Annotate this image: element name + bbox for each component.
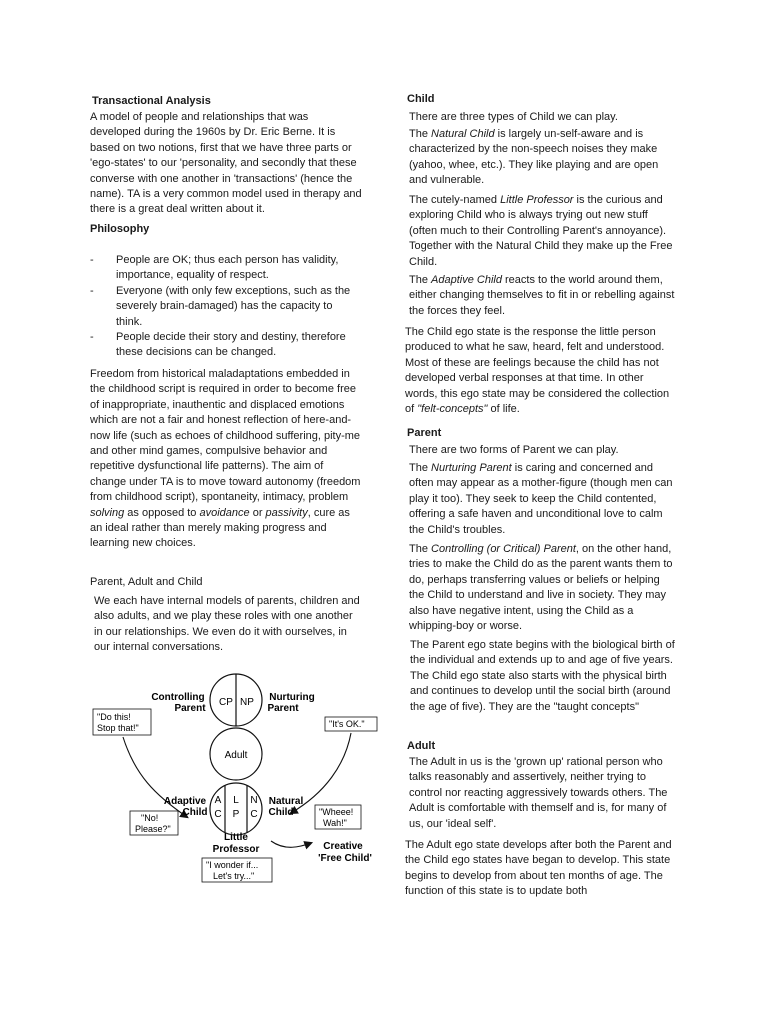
freedom-paragraph: Freedom from historical maladaptations embedded in the childhood script is required in order to become free of inappropriate, inauthentic and displaced emotions which are not a fair and honest reflection of here-and-now life (such as echoes of childhood suffering, pity-me and other mind games, compulsive behavior and repetitive dysfunctional life patterns). The aim of change under TA is to move toward autonomy (freedom from childhood script), spontaneity, intimacy, problem solving as opposed to avoidance or passivity, cure as an ideal rather than merely making progress and learning new choices. bbox=[90, 368, 361, 550]
adult-heading: Adult bbox=[407, 740, 436, 752]
svg-text:"Wheee!Wah!": "Wheee! Wah!" bbox=[319, 807, 354, 828]
creative-free-child-label: Creative 'Free Child' bbox=[318, 841, 372, 864]
list-item: - People decide their story and destiny, therefore these decisions can be changed. bbox=[90, 330, 360, 361]
controlling-parent-label: Controlling Parent bbox=[151, 692, 206, 714]
cp-label: CP bbox=[219, 697, 233, 708]
child-ego-paragraph: The Child ego state is the response the little person produced to what he saw, heard, felt and understood. Most of these are feelings because the child has not developed verbal responses at that time. In other words, this ego state may be considered the collection of "felt-concepts" of life. bbox=[405, 326, 670, 416]
pac-paragraph: We each have internal models of parents, children and also adults, and we play these roles with one another in our relationships. We even do it with ourselves, in our internal conversations. bbox=[94, 595, 360, 654]
document-title: Transactional Analysis bbox=[92, 95, 211, 107]
nurturing-parent-paragraph: The Nurturing Parent is caring and concerned and often may appear as a mother-figure (though men can play it too). They seek to keep the Child contented, offering a safe haven and unconditional love to calm the Child's troubles. bbox=[409, 462, 673, 536]
ego-state-diagram bbox=[75, 665, 385, 895]
svg-text:"I wonder if...Let's try...": "I wonder if... Let's try..." bbox=[206, 860, 259, 881]
np-label: NP bbox=[240, 697, 254, 708]
little-professor-label: Little Professor bbox=[212, 832, 260, 855]
natural-child-paragraph: The Natural Child is largely un-self-aware and is characterized by the non-speech noises they make (yahoo, whee, etc.). They like playing and are open and vulnerable. bbox=[409, 128, 659, 187]
adaptive-child-label: Adaptive Child bbox=[163, 796, 208, 818]
natural-child-label: Natural Child bbox=[268, 796, 304, 818]
list-item: - Everyone (with only few exceptions, such as the severely brain-damaged) has the capacity to think. bbox=[90, 284, 360, 330]
svg-text:"It's OK.": "It's OK." bbox=[329, 719, 365, 729]
svg-text:"No!Please?": "No! Please?" bbox=[135, 813, 171, 834]
a-label: A bbox=[214, 795, 222, 806]
parent-ego-paragraph: The Parent ego state begins with the biological birth of the individual and extends up to and age of five years. The Child ego state also starts with the physical birth and continues to develop until the social birth (around the age of five). They are the "taught concepts" bbox=[410, 639, 675, 713]
controlling-parent-paragraph: The Controlling (or Critical) Parent, on the other hand, tries to make the Child do as the parent wants them to do, perhaps transferring values or beliefs or helping the Child to understand and live in society. They may also have negative intent, using the Child as a whipping-boy or worse. bbox=[409, 543, 673, 633]
adaptive-child-paragraph: The Adaptive Child reacts to the world around them, either changing themselves to fit in or rebelling against the forces they feel. bbox=[409, 274, 675, 317]
p-label: P bbox=[232, 809, 240, 820]
c-label: C bbox=[214, 809, 222, 820]
l-label: L bbox=[233, 795, 239, 806]
adult-label: Adult bbox=[224, 750, 248, 761]
list-item: - People are OK; thus each person has validity, importance, equality of respect. bbox=[90, 253, 360, 284]
adult-ego-paragraph: The Adult ego state develops after both the Parent and the Child ego states have began to develop. This state begins to develop from about ten months of age. The function of this state is to update both bbox=[405, 839, 672, 898]
pac-heading: Parent, Adult and Child bbox=[90, 576, 203, 588]
intro-paragraph: A model of people and relationships that was developed during the 1960s by Dr. Eric Berne. It is based on two notions, first that we have three parts or 'ego-states' to our 'personality, and secondly that these converse with one another in 'transactions' (hence the name). TA is a very common model used in therapy and there is a great deal written about it. bbox=[90, 111, 362, 216]
child-paragraph-1: There are three types of Child we can play. bbox=[409, 111, 618, 123]
child-heading: Child bbox=[407, 93, 435, 105]
nurturing-parent-label: Nurturing Parent bbox=[267, 692, 315, 714]
adult-paragraph-1: The Adult in us is the 'grown up' rational person who talks reasonably and assertively, neither trying to control nor reacting aggressively towards others. The Adult is comfortable with themself and is, for many of us, our 'ideal self'. bbox=[409, 756, 668, 830]
parent-paragraph-1: There are two forms of Parent we can play. bbox=[409, 444, 619, 456]
svg-text:"Do this!Stop that!": "Do this! Stop that!" bbox=[97, 712, 139, 733]
philosophy-list bbox=[90, 253, 360, 361]
c-label: C bbox=[250, 809, 258, 820]
n-label: N bbox=[250, 795, 258, 806]
little-professor-paragraph: The cutely-named Little Professor is the curious and exploring Child who is always trying out new stuff (often much to their Controlling Parent's annoyance). Together with the Natural Child they make up the Free Child. bbox=[409, 194, 673, 268]
parent-heading: Parent bbox=[407, 427, 442, 439]
philosophy-heading: Philosophy bbox=[90, 223, 150, 235]
